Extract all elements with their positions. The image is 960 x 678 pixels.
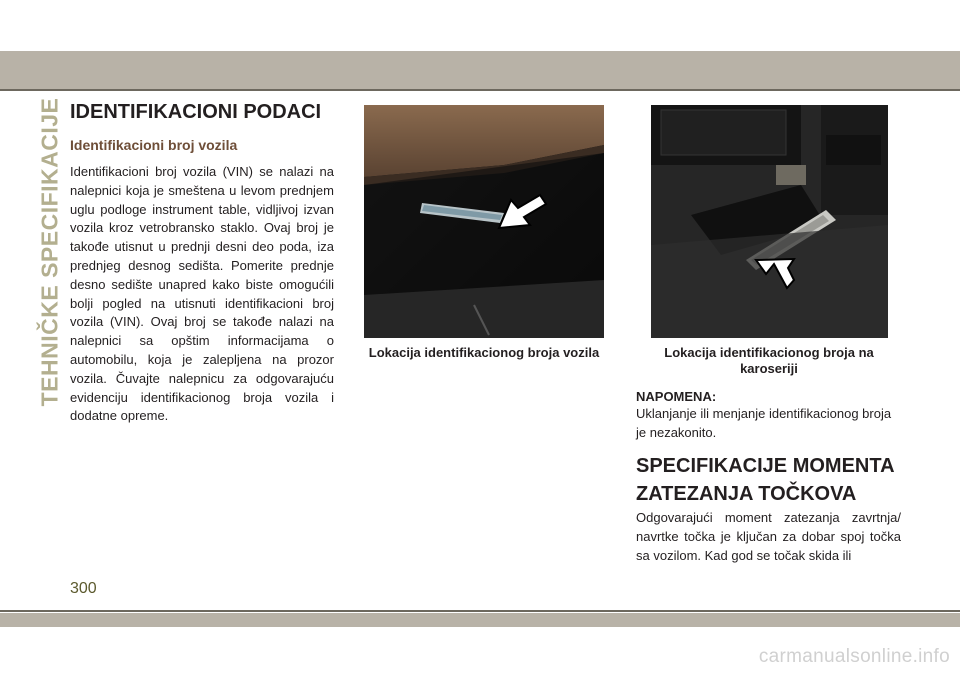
section-heading-identification: IDENTIFIKACIONI PODACI: [70, 101, 322, 123]
vin-dashboard-photo: [364, 105, 604, 338]
vin-dashboard-illustration: [364, 105, 604, 338]
watermark-text: carmanualsonline.info: [758, 646, 950, 667]
figure-caption-body-vin: Lokacija identifikacionog broja na karoseriji: [664, 345, 874, 376]
page-number: 300: [70, 580, 97, 597]
header-band: [0, 51, 960, 89]
note-text: Uklanjanje ili menjanje identifikacionog broja je nezakonito.: [636, 406, 892, 440]
footer-rule: [0, 610, 960, 612]
vin-floor-illustration: [651, 105, 888, 338]
section-side-label-text: TEHNIČKE SPECIFIKACIJE: [36, 97, 63, 407]
figure-caption-vin: Lokacija identifikacionog broja vozila: [368, 345, 600, 360]
note-title: NAPOMENA:: [636, 389, 717, 404]
torque-paragraph: Odgovarajući moment zatezanja zavrtnja/ navrtke točka je ključan za dobar spoj točka sa vozilom. Kad god se točak skida ili: [636, 510, 901, 563]
section-heading-torque: SPECIFIKACIJE MOMENTA ZATEZANJA TOČKOVA: [636, 455, 894, 505]
header-rule: [0, 89, 960, 91]
vin-floor-photo: [651, 105, 888, 338]
footer-band: [0, 613, 960, 627]
vin-paragraph: Identifikacioni broj vozila (VIN) se nalazi na nalepnici koja je smeštena u levom prednjem uglu podloge instrument table, vidljivoj izvan vozila kroz vetrobransko staklo. Ovaj broj je takođe utisnut u prednji desni deo poda, iza prednjeg desnog sedišta. Pomerite prednje desno sedište unapred kako biste omogućili bolji pogled na utisnuti identifikacioni broj vozila (VIN). Ovaj broj se takođe nalazi na nalepnici sa opštim informacijama o automobilu, koja je zalepljena na prozor vozila. Čuvajte nalepnicu za odgovarajuću evidenciju identifikacionog broja vozila i dodatne opreme.: [70, 164, 334, 424]
subheading-vin: Identifikacioni broj vozila: [70, 137, 238, 153]
section-side-label: [36, 97, 63, 407]
